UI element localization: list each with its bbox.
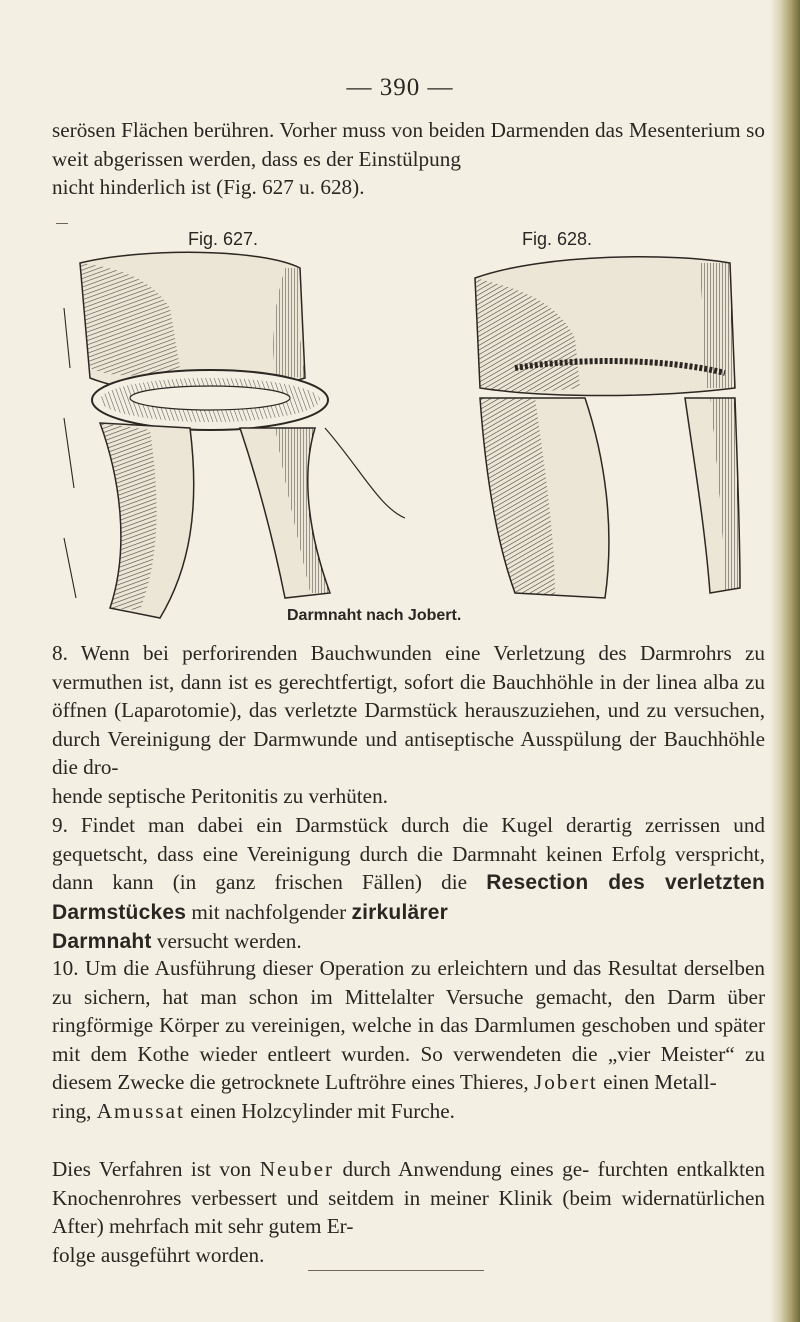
section-10-text: Zwecke die getrocknete Luftröhre eines Thieres,: [117, 1070, 535, 1095]
intro-line: Mesenterium so weit abgerissen werden, dass es der Einstülpung: [52, 118, 765, 171]
divider: [56, 223, 68, 224]
section-9-line: keinen Erfolg verspricht, dann kann (in ganz frischen Fällen) die: [52, 841, 765, 895]
section-10-line: das Resultat derselben zu sichern, hat man schon im Mittelalter: [52, 956, 765, 1009]
intro-paragraph: [52, 116, 765, 202]
section-8-line: Darmwunde und antiseptische Ausspülung der Bauchhöhle die dro-: [52, 726, 765, 780]
closing-line: folge ausgeführt worden.: [52, 1242, 265, 1267]
section-9-line: zerrissen und gequetscht, dass eine Vereinigung durch die Darmnaht: [52, 813, 766, 866]
section-10-text: einen Holzcylinder mit Furche.: [184, 1098, 455, 1123]
name-neuber: Neuber: [259, 1157, 335, 1181]
fig-627-illustration: [60, 248, 420, 628]
section-8-line: Darmstück herauszuziehen, und zu versuchen, durch Vereinigung der: [52, 698, 766, 751]
section-9-paragraph: [52, 811, 765, 957]
section-8-line: 8. Wenn bei perforirenden Bauchwunden eine Verletzung des: [52, 641, 627, 665]
section-9-text: mit nachfolgender: [186, 899, 352, 924]
page-edge-shadow: [770, 0, 800, 1322]
section-9-text: versucht werden.: [151, 929, 302, 954]
fig-628-illustration: [455, 248, 755, 613]
closing-text: durch Anwendung eines ge-: [334, 1157, 590, 1181]
closing-line: furchten entkalkten Knochenrohres verbessert und seitdem in meiner: [52, 1157, 765, 1210]
closing-line: Klinik (beim widernatürlichen After) mehrfach mit sehr gutem Er-: [52, 1185, 766, 1239]
section-10-text: ring,: [52, 1098, 97, 1123]
figure-caption: Darmnaht nach Jobert.: [287, 607, 462, 624]
bold-term-zirkulaerer: zirkulärer: [351, 900, 448, 924]
fig-628-title: Fig. 628.: [522, 229, 593, 249]
closing-rule: [308, 1270, 484, 1271]
intro-line: nicht hinderlich ist (Fig. 627 u. 628).: [52, 175, 365, 200]
name-jobert: Jobert: [534, 1070, 598, 1095]
bold-term-darmnaht: Darmnaht: [52, 930, 152, 954]
closing-paragraph: [52, 1155, 765, 1269]
closing-text: Dies Verfahren ist von: [52, 1157, 260, 1181]
bold-term-resection: Resection des verletzten Darmstückes: [52, 871, 765, 924]
section-8-paragraph: [52, 639, 765, 811]
section-10-line: welche in das Darmlumen geschoben und später mit dem Kothe: [52, 1013, 766, 1066]
page-number: — 390 —: [346, 74, 454, 101]
section-10-line: 10. Um die Ausführung dieser Operation zu erleichtern und: [52, 956, 567, 980]
section-10-paragraph: [52, 954, 765, 1126]
fig-627-title: Fig. 627.: [188, 229, 259, 249]
section-8-line: Darmrohrs zu vermuthen ist, dann ist es gerechtfertigt, sofort die: [52, 641, 765, 694]
section-8-line: Bauchhöhle in der linea alba zu öffnen (Laparotomie), das verletzte: [52, 669, 766, 723]
intro-line: serösen Flächen berühren. Vorher muss von beiden Darmenden das: [52, 118, 624, 142]
section-8-line: hende septische Peritonitis zu verhüten.: [52, 783, 388, 808]
section-10-text: einen Metall-: [597, 1070, 717, 1095]
section-10-line: wieder entleert wurden. So verwendeten die „vier Meister“ zu diesem: [52, 1041, 766, 1095]
section-10-line: Versuche gemacht, den Darm über ringförmige Körper zu vereinigen,: [52, 984, 765, 1038]
section-9-line: 9. Findet man dabei ein Darmstück durch die Kugel derartig: [52, 813, 632, 837]
name-amussat: Amussat: [96, 1098, 185, 1123]
